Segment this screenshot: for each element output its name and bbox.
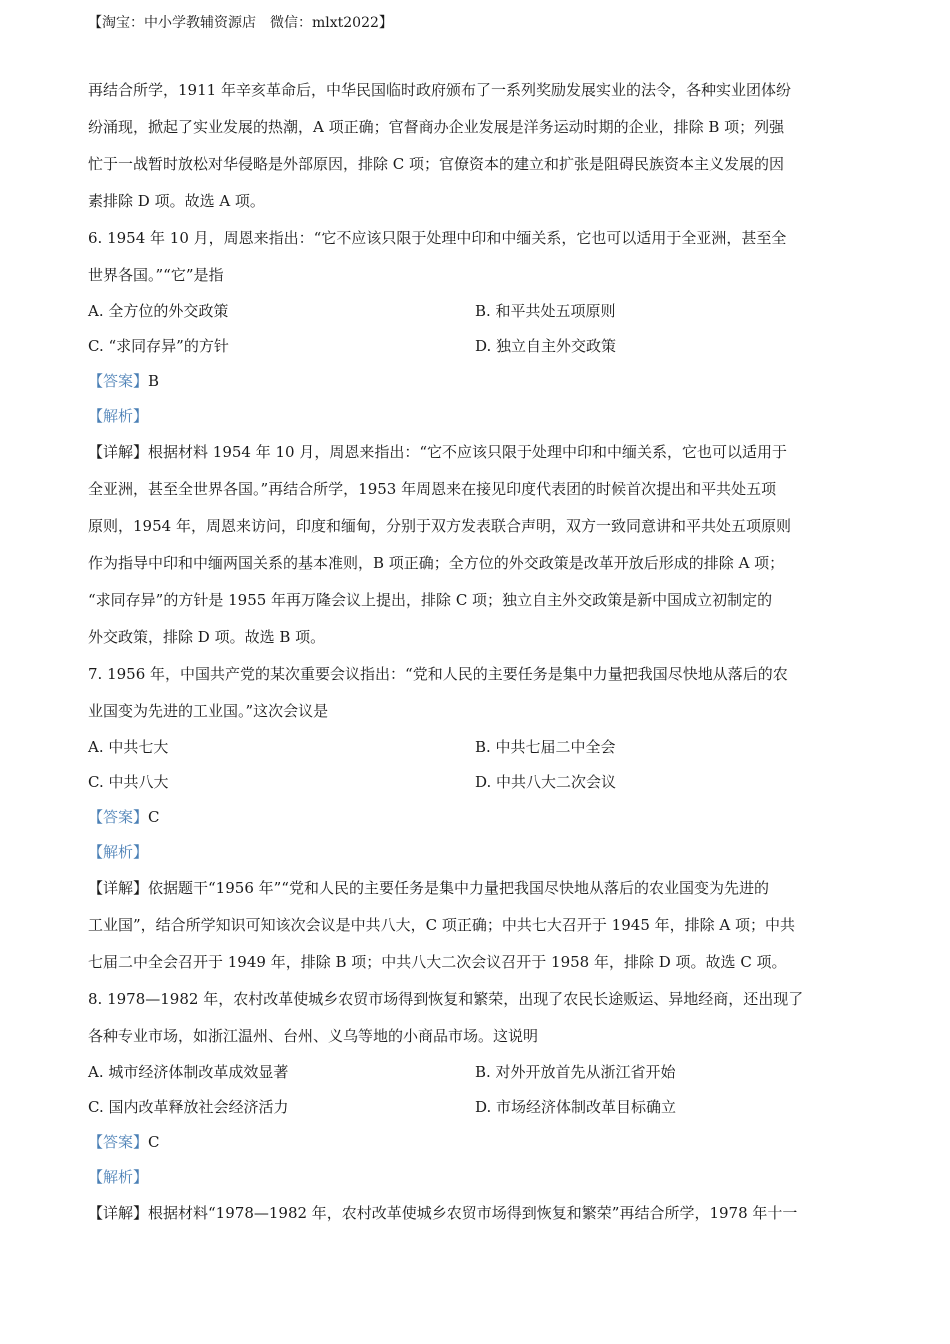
option-d: D. 独立自主外交政策 — [475, 337, 617, 355]
detail-line: “求同存异”的方针是 1955 年再万隆会议上提出，排除 C 项；独立自主外交政策是新中国成立初制定的 — [88, 591, 773, 609]
option-a: A. 城市经济体制改革成效显著 — [88, 1063, 289, 1081]
option-b: B. 对外开放首先从浙江省开始 — [475, 1063, 676, 1081]
detail-line — [88, 434, 868, 471]
analysis-line — [88, 399, 868, 434]
detail-label: 【详解】 — [88, 1204, 149, 1222]
question-stem: 6. 1954 年 10 月，周恩来指出：“它不应该只限于处理中印和中缅关系，它也可以适用于全亚洲，甚至全 — [88, 229, 787, 247]
question-stem: 8. 1978—1982 年，农村改革使城乡农贸市场得到恢复和繁荣，出现了农民长途贩运、异地经商，还出现了 — [88, 990, 804, 1008]
question-stem: 世界各国。”“它”是指 — [88, 266, 224, 284]
detail-label: 【详解】 — [88, 443, 149, 461]
intro-line: 素排除 D 项。故选 A 项。 — [88, 192, 265, 210]
detail-line: 全亚洲，甚至全世界各国。”再结合所学，1953 年周恩来在接见印度代表团的时候首次提出和平共处五项 — [88, 480, 777, 498]
analysis-label: 【解析】 — [88, 843, 149, 861]
question-stem: 业国变为先进的工业国。”这次会议是 — [88, 702, 329, 720]
detail-line — [88, 870, 868, 907]
detail-line — [88, 1195, 868, 1232]
answer-line — [88, 364, 868, 399]
detail-line: 工业国”，结合所学知识可知该次会议是中共八大，C 项正确；中共七大召开于 1945 年，排除 A 项；中共 — [88, 916, 795, 934]
option-c: C. “求同存异”的方针 — [88, 337, 229, 355]
analysis-label: 【解析】 — [88, 407, 149, 425]
analysis-label: 【解析】 — [88, 1168, 149, 1186]
answer-value: C — [148, 808, 160, 826]
option-d: D. 市场经济体制改革目标确立 — [475, 1098, 677, 1116]
answer-label: 【答案】 — [88, 1133, 149, 1151]
question-7 — [88, 656, 868, 981]
option-a: A. 全方位的外交政策 — [88, 302, 229, 320]
document-body — [88, 72, 868, 1232]
detail-text: 依据题干“1956 年”“党和人民的主要任务是集中力量把我国尽快地从落后的农业国变为先进的 — [148, 879, 769, 897]
page-header: 【淘宝：中小学教辅资源店 微信：mlxt2022】 — [88, 15, 393, 31]
detail-line: 原则，1954 年，周恩来访问，印度和缅甸，分别于双方发表联合声明，双方一致同意讲和平共处五项原则 — [88, 517, 791, 535]
question-stem: 各种专业市场，如浙江温州、台州、义乌等地的小商品市场。这说明 — [88, 1027, 539, 1045]
detail-block — [88, 870, 868, 981]
option-b: B. 中共七届二中全会 — [475, 738, 616, 756]
detail-block — [88, 1195, 868, 1232]
analysis-line — [88, 835, 868, 870]
intro-line: 忙于一战暂时放松对华侵略是外部原因，排除 C 项；官僚资本的建立和扩张是阻碍民族资本主义发展的因 — [88, 155, 785, 173]
option-c: C. 中共八大 — [88, 773, 169, 791]
answer-value: B — [148, 372, 160, 390]
detail-line: 作为指导中印和中缅两国关系的基本准则，B 项正确；全方位的外交政策是改革开放后形成的排除 A 项； — [88, 554, 785, 572]
answer-line — [88, 800, 868, 835]
intro-line: 再结合所学，1911 年辛亥革命后，中华民国临时政府颁布了一系列奖励发展实业的法令，各种实业团体纷 — [88, 81, 791, 99]
options — [88, 1055, 868, 1125]
question-6 — [88, 220, 868, 656]
detail-line: 七届二中全会召开于 1949 年，排除 B 项；中共八大二次会议召开于 1958 年，排除 D 项。故选 C 项。 — [88, 953, 787, 971]
analysis-line — [88, 1160, 868, 1195]
answer-label: 【答案】 — [88, 808, 149, 826]
options — [88, 294, 868, 364]
detail-text: 根据材料 1954 年 10 月，周恩来指出：“它不应该只限于处理中印和中缅关系，它也可以适用于 — [148, 443, 788, 461]
detail-label: 【详解】 — [88, 879, 149, 897]
option-d: D. 中共八大二次会议 — [475, 773, 617, 791]
detail-text: 根据材料“1978—1982 年，农村改革使城乡农贸市场得到恢复和繁荣”再结合所学，1978 年十一 — [148, 1204, 798, 1222]
option-b: B. 和平共处五项原则 — [475, 302, 616, 320]
answer-line — [88, 1125, 868, 1160]
detail-block — [88, 434, 868, 656]
option-a: A. 中共七大 — [88, 738, 169, 756]
detail-line: 外交政策，排除 D 项。故选 B 项。 — [88, 628, 326, 646]
question-stem: 7. 1956 年，中国共产党的某次重要会议指出：“党和人民的主要任务是集中力量把我国尽快地从落后的农 — [88, 665, 788, 683]
option-c: C. 国内改革释放社会经济活力 — [88, 1098, 289, 1116]
answer-value: C — [148, 1133, 160, 1151]
answer-label: 【答案】 — [88, 372, 149, 390]
options — [88, 730, 868, 800]
intro-line: 纷涌现，掀起了实业发展的热潮，A 项正确；官督商办企业发展是洋务运动时期的企业，排除 B 项；列强 — [88, 118, 785, 136]
question-8 — [88, 981, 868, 1232]
